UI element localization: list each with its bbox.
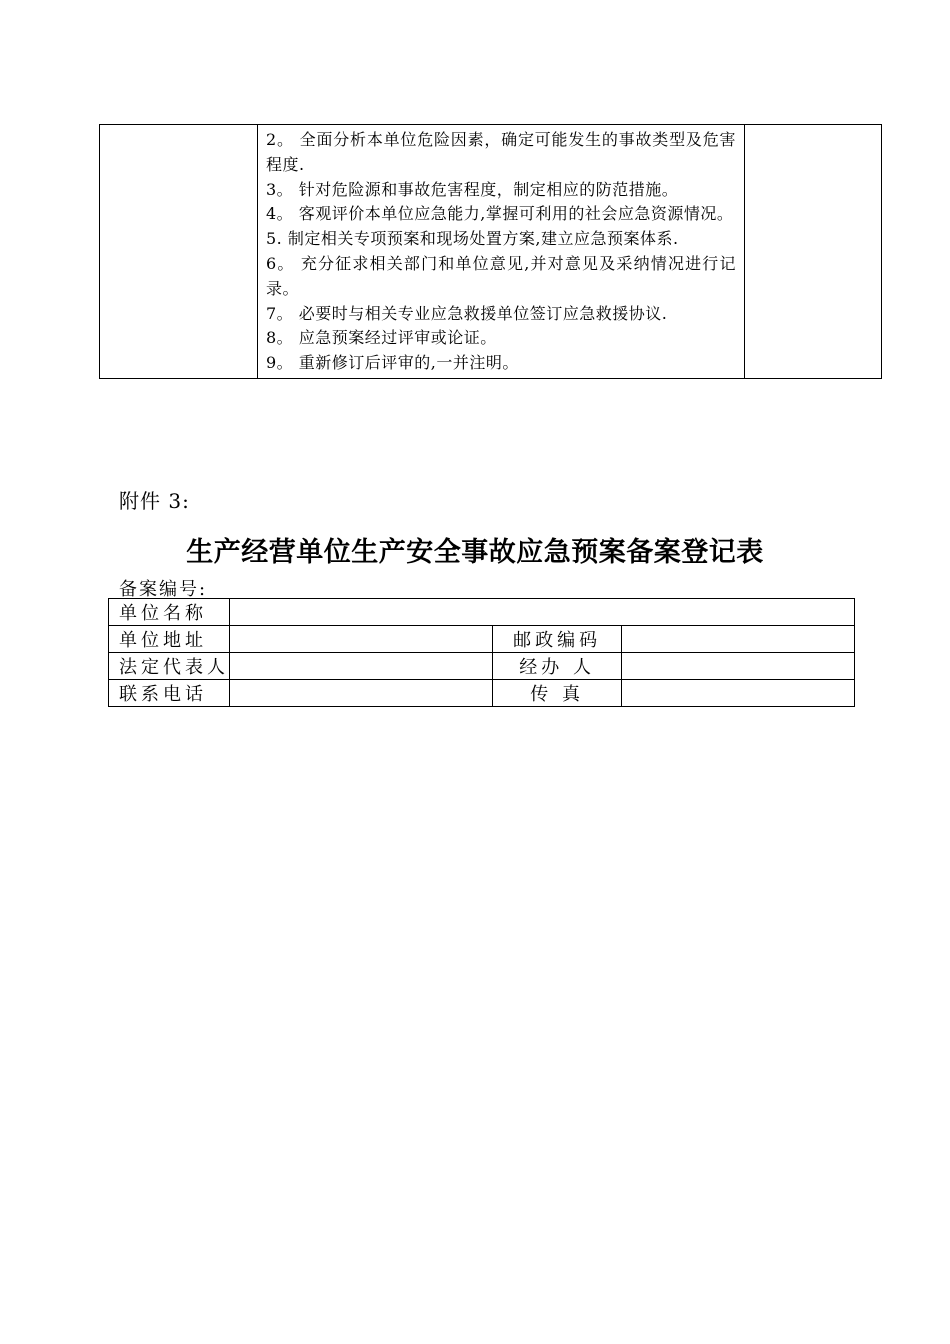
empty-cell-left [100, 125, 258, 379]
filing-number-label: 备案编号: [119, 579, 208, 600]
form-title: 生产经营单位生产安全事故应急预案备案登记表 [186, 537, 764, 568]
unit-name-label: 单位名称 [109, 599, 230, 626]
phone-label: 联系电话 [109, 680, 230, 707]
legal-representative-label: 法定代表人 [109, 653, 230, 680]
registration-form-table [108, 598, 855, 707]
table-row [109, 626, 855, 653]
postal-code-field[interactable] [622, 626, 855, 653]
unit-name-field[interactable] [230, 599, 855, 626]
table-row [109, 599, 855, 626]
fax-label: 传 真 [492, 680, 622, 707]
list-item: 2。 全面分析本单位危险因素，确定可能发生的事故类型及危害程度. [266, 130, 736, 174]
unit-address-field[interactable] [230, 626, 492, 653]
handler-label: 经办 人 [492, 653, 622, 680]
list-item: 7。 必要时与相关专业应急救援单位签订应急救援协议. [266, 303, 668, 323]
table-row [100, 125, 882, 379]
requirements-table [99, 124, 882, 379]
fax-field[interactable] [622, 680, 855, 707]
empty-cell-right [745, 125, 882, 379]
list-item: 8。 应急预案经过评审或论证。 [266, 328, 497, 348]
table-row [109, 680, 855, 707]
unit-address-label: 单位地址 [109, 626, 230, 653]
attachment-label: 附件 3: [119, 489, 190, 513]
list-item: 6。 充分征求相关部门和单位意见,并对意见及采纳情况进行记录。 [266, 253, 736, 298]
postal-code-label: 邮政编码 [492, 626, 622, 653]
list-item: 3。 针对危险源和事故危害程度，制定相应的防范措施。 [266, 179, 679, 199]
requirements-list [258, 125, 744, 378]
table-row [109, 653, 855, 680]
list-item: 5. 制定相关专项预案和现场处置方案,建立应急预案体系. [266, 229, 679, 249]
list-item: 4。 客观评价本单位应急能力,掌握可利用的社会应急资源情况。 [266, 204, 734, 224]
requirements-cell [258, 125, 745, 379]
handler-field[interactable] [622, 653, 855, 680]
phone-field[interactable] [230, 680, 492, 707]
list-item: 9。 重新修订后评审的,一并注明。 [266, 353, 519, 373]
legal-representative-field[interactable] [230, 653, 492, 680]
